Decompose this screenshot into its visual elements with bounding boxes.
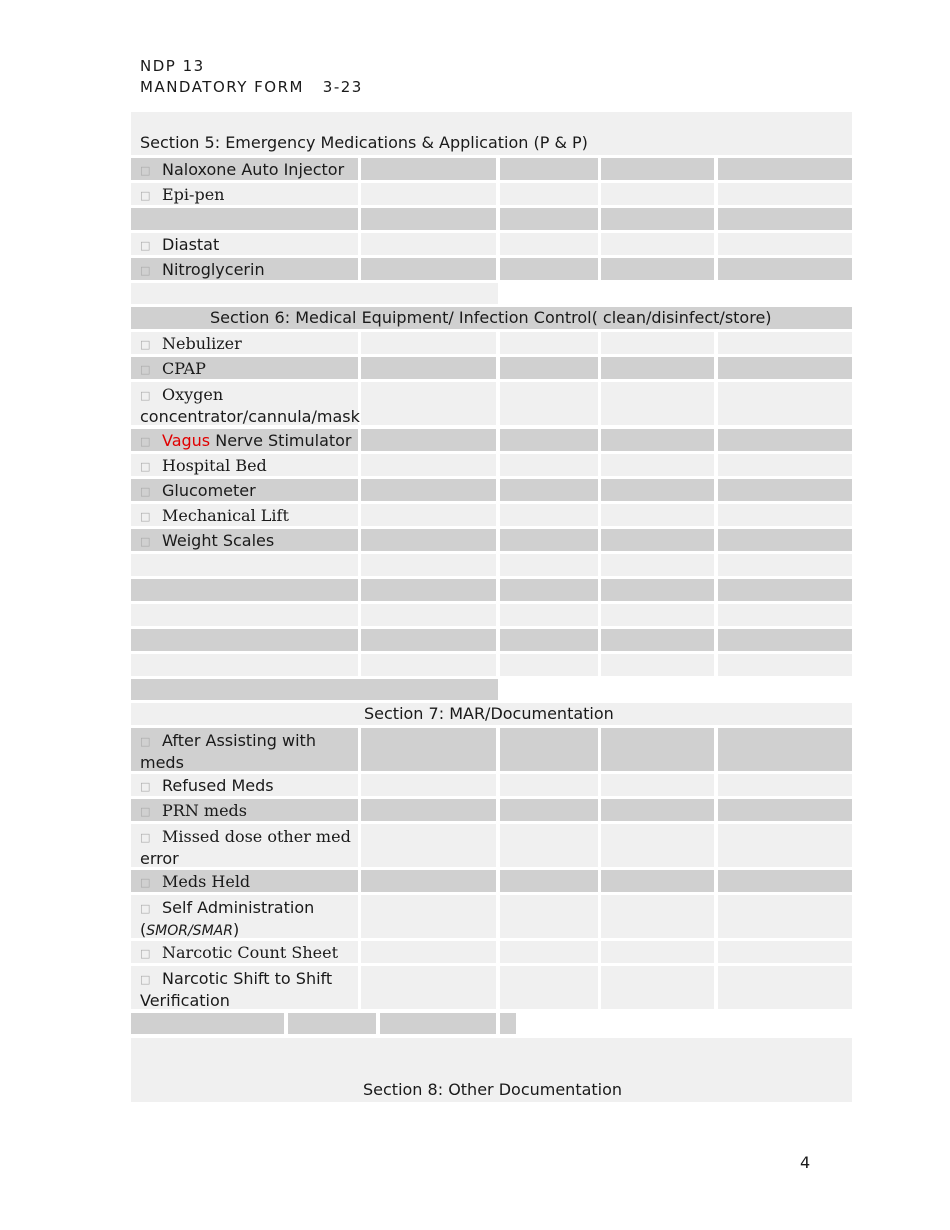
section6-row-blank bbox=[131, 579, 852, 601]
section6-row-blank bbox=[131, 629, 852, 651]
checkbox-icon[interactable]: □ bbox=[140, 338, 151, 351]
entry-cell[interactable] bbox=[361, 208, 496, 230]
checkbox-icon[interactable]: □ bbox=[140, 189, 151, 202]
entry-cell[interactable] bbox=[718, 158, 852, 180]
entry-cell[interactable] bbox=[718, 454, 852, 476]
section6-row-weight-scales bbox=[131, 529, 852, 551]
checkbox-icon[interactable]: □ bbox=[140, 239, 151, 252]
section7-header-band bbox=[131, 703, 852, 725]
entry-cell[interactable] bbox=[361, 629, 496, 651]
section6-row-nebulizer bbox=[131, 332, 852, 354]
entry-cell[interactable] bbox=[500, 774, 598, 796]
entry-cell[interactable] bbox=[500, 158, 598, 180]
section6-item-label: □ Vagus Nerve Stimulator bbox=[140, 431, 352, 450]
entry-cell[interactable] bbox=[361, 799, 496, 821]
checkbox-icon[interactable]: □ bbox=[140, 805, 151, 818]
section8-header-band bbox=[131, 1038, 852, 1102]
section5-row-naloxone bbox=[131, 158, 852, 180]
section6-row-blank bbox=[131, 654, 852, 676]
section7-row-missed-dose bbox=[131, 824, 852, 867]
checkbox-icon[interactable]: □ bbox=[140, 510, 151, 523]
entry-cell[interactable] bbox=[361, 158, 496, 180]
entry-cell[interactable] bbox=[361, 332, 496, 354]
section7-row-prn bbox=[131, 799, 852, 821]
checkbox-icon[interactable]: □ bbox=[140, 735, 151, 748]
entry-cell[interactable] bbox=[601, 554, 714, 576]
section6-item-label: □ Mechanical Lift bbox=[140, 506, 289, 525]
entry-cell[interactable] bbox=[131, 554, 358, 576]
section7-item-label: □ Missed dose other med error bbox=[140, 827, 351, 868]
entry-cell[interactable] bbox=[500, 824, 598, 867]
entry-cell[interactable] bbox=[601, 941, 714, 963]
entry-cell[interactable] bbox=[500, 728, 598, 771]
entry-cell[interactable] bbox=[601, 654, 714, 676]
entry-cell[interactable] bbox=[500, 332, 598, 354]
entry-cell[interactable] bbox=[361, 504, 496, 526]
entry-cell[interactable] bbox=[500, 579, 598, 601]
form-id: NDP 13 bbox=[140, 57, 205, 75]
entry-cell[interactable] bbox=[718, 208, 852, 230]
form-title-text: MANDATORY FORM bbox=[140, 78, 304, 96]
section6-row-blank bbox=[131, 604, 852, 626]
entry-cell[interactable] bbox=[361, 258, 496, 280]
entry-cell[interactable] bbox=[500, 479, 598, 501]
entry-cell[interactable] bbox=[361, 233, 496, 255]
entry-cell[interactable] bbox=[500, 183, 598, 205]
section7-item-label: □ Narcotic Shift to Shift Verification bbox=[140, 969, 333, 1010]
section5-item-label: □ Naloxone Auto Injector bbox=[140, 160, 345, 179]
form-title bbox=[140, 78, 363, 96]
entry-cell[interactable] bbox=[361, 895, 496, 938]
section7-row-after-assisting bbox=[131, 728, 852, 771]
entry-cell[interactable] bbox=[601, 357, 714, 379]
section5-spacer bbox=[131, 283, 498, 304]
checkbox-icon[interactable]: □ bbox=[140, 164, 151, 177]
checkbox-icon[interactable]: □ bbox=[140, 485, 151, 498]
section6-row-mechanical-lift bbox=[131, 504, 852, 526]
section6-row-hospital-bed bbox=[131, 454, 852, 476]
entry-cell[interactable] bbox=[500, 504, 598, 526]
checkbox-icon[interactable]: □ bbox=[140, 780, 151, 793]
section5-row-nitroglycerin bbox=[131, 258, 852, 280]
entry-cell[interactable] bbox=[718, 870, 852, 892]
entry-cell[interactable] bbox=[361, 454, 496, 476]
section7-item-label: □ After Assisting with meds bbox=[140, 731, 316, 772]
entry-cell[interactable] bbox=[361, 382, 496, 425]
entry-cell[interactable] bbox=[500, 258, 598, 280]
entry-cell[interactable] bbox=[500, 208, 598, 230]
entry-cell[interactable] bbox=[500, 382, 598, 425]
entry-cell[interactable] bbox=[718, 774, 852, 796]
checkbox-icon[interactable]: □ bbox=[140, 460, 151, 473]
entry-cell[interactable] bbox=[500, 357, 598, 379]
entry-cell[interactable] bbox=[500, 233, 598, 255]
entry-cell[interactable] bbox=[361, 870, 496, 892]
entry-cell[interactable] bbox=[361, 479, 496, 501]
form-code: 3-23 bbox=[322, 78, 363, 96]
section6-item-label: □ CPAP bbox=[140, 359, 206, 378]
entry-cell[interactable] bbox=[718, 895, 852, 938]
entry-cell[interactable] bbox=[361, 728, 496, 771]
entry-cell[interactable] bbox=[601, 429, 714, 451]
entry-cell[interactable] bbox=[601, 824, 714, 867]
section7-item-label: □ PRN meds bbox=[140, 801, 247, 820]
entry-cell[interactable] bbox=[718, 728, 852, 771]
section5-item-label: □ Epi-pen bbox=[140, 185, 225, 204]
section7-item-label: □ Meds Held bbox=[140, 872, 251, 891]
entry-cell[interactable] bbox=[601, 332, 714, 354]
entry-cell[interactable] bbox=[601, 208, 714, 230]
section5-item-label: □ Nitroglycerin bbox=[140, 260, 265, 279]
entry-cell[interactable] bbox=[131, 208, 358, 230]
entry-cell[interactable] bbox=[718, 941, 852, 963]
section6-title: Section 6: Medical Equipment/ Infection Control( clean/disinfect/store) bbox=[210, 308, 772, 327]
section5-row-blank bbox=[131, 208, 852, 230]
entry-cell[interactable] bbox=[500, 654, 598, 676]
footer-block bbox=[288, 1013, 376, 1034]
footer-block bbox=[131, 1013, 284, 1034]
entry-cell[interactable] bbox=[601, 258, 714, 280]
entry-cell[interactable] bbox=[718, 429, 852, 451]
section5-row-diastat bbox=[131, 233, 852, 255]
entry-cell[interactable] bbox=[601, 233, 714, 255]
entry-cell[interactable] bbox=[718, 332, 852, 354]
checkbox-icon[interactable]: □ bbox=[140, 435, 151, 448]
section6-item-label: □ Oxygen concentrator/cannula/mask bbox=[140, 385, 360, 426]
entry-cell[interactable] bbox=[361, 183, 496, 205]
entry-cell[interactable] bbox=[601, 728, 714, 771]
entry-cell[interactable] bbox=[718, 824, 852, 867]
entry-cell[interactable] bbox=[718, 504, 852, 526]
entry-cell[interactable] bbox=[361, 604, 496, 626]
entry-cell[interactable] bbox=[361, 357, 496, 379]
checkbox-icon[interactable]: □ bbox=[140, 389, 151, 402]
section6-row-vagus bbox=[131, 429, 852, 451]
entry-cell[interactable] bbox=[361, 554, 496, 576]
entry-cell[interactable] bbox=[361, 429, 496, 451]
entry-cell[interactable] bbox=[500, 799, 598, 821]
entry-cell[interactable] bbox=[361, 941, 496, 963]
entry-cell[interactable] bbox=[601, 870, 714, 892]
section7-item-label: □ Refused Meds bbox=[140, 776, 274, 795]
entry-cell[interactable] bbox=[500, 966, 598, 1009]
checkbox-icon[interactable]: □ bbox=[140, 264, 151, 277]
entry-cell[interactable] bbox=[361, 824, 496, 867]
entry-cell[interactable] bbox=[500, 454, 598, 476]
section6-item-label: □ Glucometer bbox=[140, 481, 256, 500]
entry-cell[interactable] bbox=[601, 382, 714, 425]
section7-row-narcotic-count bbox=[131, 941, 852, 963]
entry-cell[interactable] bbox=[500, 895, 598, 938]
entry-cell[interactable] bbox=[601, 579, 714, 601]
entry-cell[interactable] bbox=[718, 554, 852, 576]
entry-cell[interactable] bbox=[601, 479, 714, 501]
entry-cell[interactable] bbox=[601, 454, 714, 476]
entry-cell[interactable] bbox=[601, 799, 714, 821]
section6-row-blank bbox=[131, 554, 852, 576]
footer-block bbox=[500, 1013, 516, 1034]
section7-row-narcotic-shift bbox=[131, 966, 852, 1009]
entry-cell[interactable] bbox=[361, 529, 496, 551]
entry-cell[interactable] bbox=[601, 774, 714, 796]
section7-title: Section 7: MAR/Documentation bbox=[364, 704, 614, 723]
section7-row-refused bbox=[131, 774, 852, 796]
entry-cell[interactable] bbox=[500, 941, 598, 963]
checkbox-icon[interactable]: □ bbox=[140, 902, 151, 915]
section7-item-label: □ Narcotic Count Sheet bbox=[140, 943, 339, 962]
entry-cell[interactable] bbox=[500, 529, 598, 551]
entry-cell[interactable] bbox=[718, 799, 852, 821]
entry-cell[interactable] bbox=[718, 382, 852, 425]
checkbox-icon[interactable]: □ bbox=[140, 363, 151, 376]
entry-cell[interactable] bbox=[601, 629, 714, 651]
entry-cell[interactable] bbox=[718, 357, 852, 379]
entry-cell[interactable] bbox=[500, 629, 598, 651]
section6-item-label: □ Nebulizer bbox=[140, 334, 242, 353]
section6-row-glucometer bbox=[131, 479, 852, 501]
page-number: 4 bbox=[800, 1153, 811, 1172]
entry-cell[interactable] bbox=[718, 233, 852, 255]
section6-item-label: □ Hospital Bed bbox=[140, 456, 267, 475]
entry-cell[interactable] bbox=[361, 654, 496, 676]
entry-cell[interactable] bbox=[500, 554, 598, 576]
section8-title: Section 8: Other Documentation bbox=[363, 1080, 623, 1099]
checkbox-icon[interactable]: □ bbox=[140, 876, 151, 889]
entry-cell[interactable] bbox=[718, 258, 852, 280]
checkbox-icon[interactable]: □ bbox=[140, 535, 151, 548]
entry-cell[interactable] bbox=[131, 604, 358, 626]
entry-cell[interactable] bbox=[718, 183, 852, 205]
entry-cell[interactable] bbox=[718, 966, 852, 1009]
entry-cell[interactable] bbox=[131, 579, 358, 601]
entry-cell[interactable] bbox=[131, 629, 358, 651]
entry-cell[interactable] bbox=[601, 529, 714, 551]
section7-item-label: □ Self Administration (SMOR/SMAR) bbox=[140, 898, 315, 939]
section7-row-self-admin bbox=[131, 895, 852, 938]
entry-cell[interactable] bbox=[361, 579, 496, 601]
entry-cell[interactable] bbox=[718, 529, 852, 551]
section5-row-epipen bbox=[131, 183, 852, 205]
entry-cell[interactable] bbox=[361, 774, 496, 796]
section6-row-cpap bbox=[131, 357, 852, 379]
entry-cell[interactable] bbox=[601, 158, 714, 180]
section5-title: Section 5: Emergency Medications & Application (P & P) bbox=[140, 133, 588, 152]
entry-cell[interactable] bbox=[718, 579, 852, 601]
entry-cell[interactable] bbox=[131, 654, 358, 676]
section6-item-label: □ Weight Scales bbox=[140, 531, 275, 550]
checkbox-icon[interactable]: □ bbox=[140, 831, 151, 844]
section6-row-oxygen bbox=[131, 382, 852, 425]
entry-cell[interactable] bbox=[601, 966, 714, 1009]
entry-cell[interactable] bbox=[718, 479, 852, 501]
section6-spacer bbox=[131, 679, 498, 700]
section5-item-label: □ Diastat bbox=[140, 235, 220, 254]
entry-cell[interactable] bbox=[601, 604, 714, 626]
section6-header-band bbox=[131, 307, 852, 329]
footer-block bbox=[380, 1013, 496, 1034]
entry-cell[interactable] bbox=[601, 895, 714, 938]
entry-cell[interactable] bbox=[500, 429, 598, 451]
checkbox-icon[interactable]: □ bbox=[140, 947, 151, 960]
entry-cell[interactable] bbox=[718, 629, 852, 651]
section7-row-meds-held bbox=[131, 870, 852, 892]
section5-header-band bbox=[131, 112, 852, 155]
entry-cell[interactable] bbox=[601, 183, 714, 205]
checkbox-icon[interactable]: □ bbox=[140, 973, 151, 986]
entry-cell[interactable] bbox=[500, 870, 598, 892]
entry-cell[interactable] bbox=[601, 504, 714, 526]
entry-cell[interactable] bbox=[718, 654, 852, 676]
entry-cell[interactable] bbox=[500, 604, 598, 626]
entry-cell[interactable] bbox=[361, 966, 496, 1009]
entry-cell[interactable] bbox=[718, 604, 852, 626]
